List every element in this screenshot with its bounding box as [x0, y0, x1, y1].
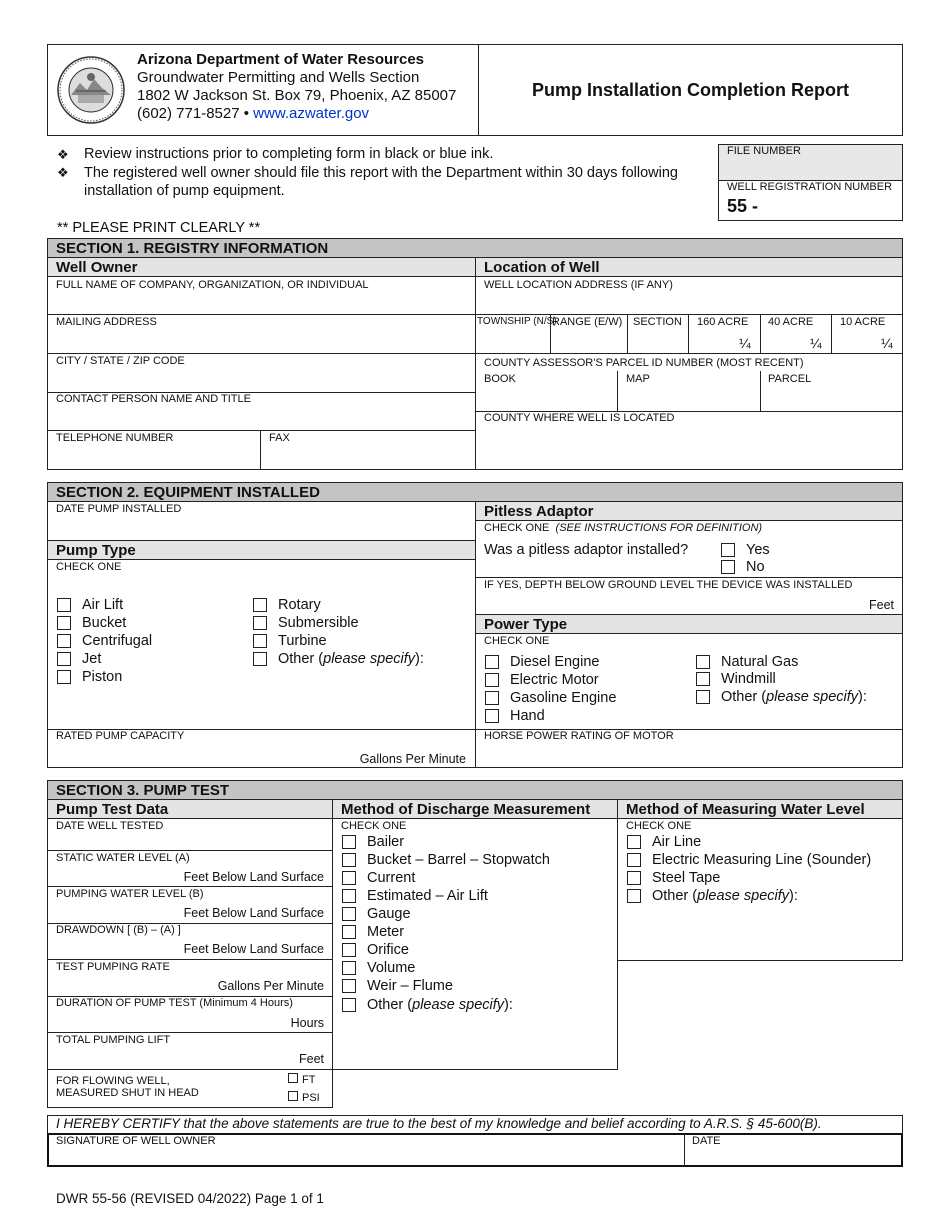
section1-header: SECTION 1. REGISTRY INFORMATION	[47, 238, 903, 258]
rule	[475, 353, 903, 354]
other-prefix: Other (	[367, 997, 413, 1013]
checkbox[interactable]	[485, 655, 499, 669]
option-label: Diesel Engine	[510, 654, 600, 670]
power-type-check-one: CHECK ONE	[484, 635, 550, 647]
test-rate-unit: Gallons Per Minute	[217, 979, 324, 993]
pump-type-centrifugal[interactable]	[57, 633, 152, 649]
acre160-label: 160 ACRE	[697, 316, 749, 328]
well-reg-label: WELL REGISTRATION NUMBER	[727, 181, 893, 193]
fax-label: FAX	[269, 432, 290, 444]
other-prefix: Other (	[721, 689, 767, 705]
pitless-check-label: CHECK ONE	[484, 522, 550, 534]
option-label: Air Line	[652, 834, 702, 850]
city-state-zip-label: CITY / STATE / ZIP CODE	[56, 355, 185, 367]
rule	[475, 520, 903, 521]
rule	[475, 577, 903, 578]
township-label: TOWNSHIP (N/S)	[477, 316, 557, 327]
checkbox[interactable]	[342, 925, 356, 939]
checkbox[interactable]	[485, 709, 499, 723]
pump-type-turbine[interactable]	[253, 633, 327, 649]
pump-type-bucket[interactable]	[57, 615, 126, 631]
checkbox[interactable]	[342, 889, 356, 903]
discharge-bucket[interactable]	[342, 852, 550, 868]
option-label: Air Lift	[82, 597, 124, 613]
checkbox[interactable]	[57, 634, 71, 648]
rule	[684, 1133, 685, 1167]
pump-test-data-header: Pump Test Data	[47, 799, 333, 819]
duration-label: DURATION OF PUMP TEST (Minimum 4 Hours)	[56, 997, 293, 1009]
rule	[617, 371, 618, 411]
certify-statement: I HEREBY CERTIFY that the above statements are true to the best of my knowledge and belief according to A.R.S. § 45-600(B).	[56, 1116, 822, 1131]
checkbox[interactable]	[485, 691, 499, 705]
form-title: Pump Installation Completion Report	[531, 80, 849, 100]
power-type-header: Power Type	[475, 614, 903, 634]
option-label: Piston	[82, 669, 123, 685]
instruction-bullet: ❖	[57, 165, 69, 180]
section1-divider	[475, 257, 476, 470]
file-number-label: FILE NUMBER	[727, 145, 801, 157]
duration-unit: Hours	[290, 1016, 324, 1030]
rated-capacity-label: RATED PUMP CAPACITY	[56, 730, 185, 742]
well-address-label: WELL LOCATION ADDRESS (IF ANY)	[484, 279, 673, 291]
other-suffix: ):	[858, 689, 867, 705]
power-hand[interactable]	[485, 708, 545, 724]
contact-person-label: CONTACT PERSON NAME AND TITLE	[56, 393, 251, 405]
discharge-current[interactable]	[342, 870, 415, 886]
rule	[47, 886, 333, 887]
checkbox[interactable]	[57, 652, 71, 666]
checkbox[interactable]	[57, 598, 71, 612]
checkbox[interactable]	[721, 560, 735, 574]
rule	[760, 371, 761, 411]
agency-contact	[137, 105, 369, 122]
agency-section: Groundwater Permitting and Wells Section	[137, 69, 420, 86]
option-label: Steel Tape	[652, 870, 721, 886]
rule	[260, 430, 261, 470]
other-italic: please specify	[323, 651, 416, 667]
level-check-one: CHECK ONE	[626, 820, 692, 832]
acre40-quarter: ¼	[810, 335, 822, 351]
hp-rating-label: HORSE POWER RATING OF MOTOR	[484, 730, 674, 742]
option-label: Natural Gas	[721, 654, 799, 670]
date-tested-label: DATE WELL TESTED	[56, 820, 164, 832]
option-label: Submersible	[278, 615, 359, 631]
checkbox[interactable]	[485, 673, 499, 687]
checkbox[interactable]	[253, 598, 267, 612]
other-prefix: Other (	[278, 651, 324, 667]
rule	[47, 314, 475, 315]
checkbox[interactable]	[253, 652, 267, 666]
level-electric[interactable]	[627, 852, 871, 868]
well-owner-header: Well Owner	[47, 257, 476, 277]
level-other[interactable]	[627, 888, 798, 904]
checkbox[interactable]	[342, 998, 356, 1012]
pump-type-other[interactable]	[253, 651, 424, 667]
discharge-check-one: CHECK ONE	[341, 820, 407, 832]
rule	[627, 314, 628, 353]
rule	[688, 633, 903, 634]
other-italic: please specify	[697, 888, 790, 904]
option-label: Orifice	[367, 942, 409, 958]
instruction-2: The registered well owner should file this report with the Department within 30 days following installation of pump equipment.	[84, 165, 678, 199]
checkbox[interactable]	[696, 655, 710, 669]
print-note: ** PLEASE PRINT CLEARLY **	[57, 220, 261, 236]
psi-option[interactable]	[288, 1091, 320, 1104]
pitless-yes[interactable]	[721, 542, 770, 558]
section3-header: SECTION 3. PUMP TEST	[47, 780, 903, 800]
option-label: Bucket	[82, 615, 127, 631]
date-installed-label: DATE PUMP INSTALLED	[56, 503, 182, 515]
static-level-label: STATIC WATER LEVEL (A)	[56, 852, 190, 864]
option-label: FT	[302, 1074, 316, 1086]
map-label: MAP	[626, 373, 650, 385]
discharge-method-header: Method of Discharge Measurement	[332, 799, 618, 819]
telephone-label: TELEPHONE NUMBER	[56, 432, 174, 444]
parcel-label: PARCEL	[768, 373, 812, 385]
option-label: Bucket – Barrel – Stopwatch	[367, 852, 550, 868]
rule	[47, 353, 475, 354]
checkbox[interactable]	[627, 835, 641, 849]
acre10-quarter: ¼	[881, 335, 893, 351]
acre160-quarter: ¼	[739, 335, 751, 351]
rule	[688, 314, 689, 353]
pumping-level-label: PUMPING WATER LEVEL (B)	[56, 888, 204, 900]
pump-type-rotary[interactable]	[253, 597, 321, 613]
ft-option[interactable]	[288, 1073, 315, 1086]
checkbox[interactable]	[57, 616, 71, 630]
checkbox[interactable]	[342, 979, 356, 993]
other-italic: please specify	[766, 689, 859, 705]
checkbox[interactable]	[627, 853, 641, 867]
option-label: No	[746, 559, 765, 575]
checkbox[interactable]	[342, 835, 356, 849]
well-reg-prefix: 55 -	[727, 196, 759, 216]
acre40-label: 40 ACRE	[768, 316, 814, 328]
checkbox[interactable]	[342, 871, 356, 885]
checkbox[interactable]	[288, 1073, 298, 1083]
drawdown-label: DRAWDOWN [ (B) – (A) ]	[56, 924, 181, 936]
checkbox[interactable]	[253, 616, 267, 630]
checkbox[interactable]	[288, 1091, 298, 1101]
discharge-volume[interactable]	[342, 960, 415, 976]
book-label: BOOK	[484, 373, 516, 385]
agency-address: 1802 W Jackson St. Box 79, Phoenix, AZ 85007	[137, 87, 457, 104]
depth-unit: Feet	[868, 598, 894, 612]
option-label: Turbine	[278, 633, 327, 649]
power-gasoline[interactable]	[485, 690, 616, 706]
option-label: Centrifugal	[82, 633, 153, 649]
instruction-bullet: ❖	[57, 147, 69, 162]
rule	[831, 314, 832, 353]
level-air-line[interactable]	[627, 834, 701, 850]
discharge-estimated[interactable]	[342, 888, 488, 904]
power-other[interactable]	[696, 689, 867, 705]
rule	[47, 1069, 333, 1070]
checkbox[interactable]	[696, 672, 710, 686]
option-label: Gauge	[367, 906, 411, 922]
option-label: Yes	[746, 542, 770, 558]
other-suffix: ):	[789, 888, 798, 904]
checkbox[interactable]	[627, 871, 641, 885]
checkbox[interactable]	[342, 853, 356, 867]
agency-website-link[interactable]: www.azwater.gov	[253, 105, 370, 122]
section2-header: SECTION 2. EQUIPMENT INSTALLED	[47, 482, 903, 502]
mailing-address-label: MAILING ADDRESS	[56, 316, 157, 328]
pump-type-jet[interactable]	[57, 651, 101, 667]
drawdown-unit: Feet Below Land Surface	[183, 942, 324, 956]
other-italic: please specify	[412, 997, 505, 1013]
form-footer: DWR 55-56 (REVISED 04/2022) Page 1 of 1	[56, 1191, 324, 1206]
discharge-orifice[interactable]	[342, 942, 409, 958]
power-natural-gas[interactable]	[696, 654, 798, 670]
depth-label: IF YES, DEPTH BELOW GROUND LEVEL THE DEVICE WAS INSTALLED	[484, 579, 853, 591]
pitless-check-one	[484, 522, 762, 534]
pump-type-air-lift[interactable]	[57, 597, 123, 613]
discharge-weir[interactable]	[342, 978, 453, 994]
rated-capacity-unit: Gallons Per Minute	[359, 752, 466, 766]
rule	[47, 850, 333, 851]
power-windmill[interactable]	[696, 671, 776, 687]
option-label: Electric Measuring Line (Sounder)	[652, 852, 872, 868]
option-label: PSI	[302, 1092, 320, 1104]
signature-label: SIGNATURE OF WELL OWNER	[56, 1135, 216, 1147]
pitless-see-note: (SEE INSTRUCTIONS FOR DEFINITION)	[555, 522, 763, 534]
flowing-well-label: FOR FLOWING WELL,	[56, 1075, 170, 1087]
rule	[47, 959, 333, 960]
other-suffix: ):	[415, 651, 424, 667]
checkbox[interactable]	[342, 961, 356, 975]
pump-type-header: Pump Type	[47, 540, 476, 560]
option-label: Electric Motor	[510, 672, 599, 688]
option-label: Bailer	[367, 834, 405, 850]
power-electric[interactable]	[485, 672, 599, 688]
date-label: DATE	[692, 1135, 721, 1147]
agency-phone: (602) 771-8527 •	[137, 105, 249, 122]
agency-name: Arizona Department of Water Resources	[137, 51, 425, 68]
option-label: Jet	[82, 651, 102, 667]
option-label: Hand	[510, 708, 545, 724]
checkbox[interactable]	[696, 690, 710, 704]
rule	[760, 314, 761, 353]
discharge-meter[interactable]	[342, 924, 404, 940]
rule	[475, 314, 903, 315]
level-steel-tape[interactable]	[627, 870, 720, 886]
pitless-question: Was a pitless adaptor installed?	[484, 542, 689, 558]
option-label: Windmill	[721, 671, 776, 687]
other-suffix: ):	[504, 997, 513, 1013]
option-label: Current	[367, 870, 416, 886]
rule	[47, 430, 475, 431]
state-seal-logo	[56, 55, 126, 125]
county-label: COUNTY WHERE WELL IS LOCATED	[484, 412, 675, 424]
discharge-bailer[interactable]	[342, 834, 404, 850]
instruction-1: Review instructions prior to completing form in black or blue ink.	[84, 146, 494, 162]
location-header: Location of Well	[475, 257, 903, 277]
other-prefix: Other (	[652, 888, 698, 904]
checkbox[interactable]	[627, 889, 641, 903]
checkbox[interactable]	[721, 543, 735, 557]
option-label: Meter	[367, 924, 405, 940]
total-lift-label: TOTAL PUMPING LIFT	[56, 1034, 171, 1046]
test-rate-label: TEST PUMPING RATE	[56, 961, 170, 973]
pitless-header: Pitless Adaptor	[475, 501, 903, 521]
water-level-method-header: Method of Measuring Water Level	[617, 799, 903, 819]
checkbox[interactable]	[342, 943, 356, 957]
option-label: Volume	[367, 960, 416, 976]
discharge-gauge[interactable]	[342, 906, 411, 922]
pumping-level-unit: Feet Below Land Surface	[183, 906, 324, 920]
pump-type-check-one: CHECK ONE	[56, 561, 122, 573]
option-label: Estimated – Air Lift	[367, 888, 488, 904]
pump-type-submersible[interactable]	[253, 615, 359, 631]
pump-type-piston[interactable]	[57, 669, 122, 685]
rule	[47, 1032, 333, 1033]
shut-in-head-label: MEASURED SHUT IN HEAD	[56, 1087, 199, 1099]
total-lift-unit: Feet	[298, 1052, 324, 1066]
range-label: RANGE (E/W)	[552, 316, 623, 328]
option-label: Rotary	[278, 597, 321, 613]
power-diesel[interactable]	[485, 654, 599, 670]
discharge-other[interactable]	[342, 997, 513, 1013]
option-label: Gasoline Engine	[510, 690, 617, 706]
acre10-label: 10 ACRE	[840, 316, 886, 328]
section-label: SECTION	[633, 316, 682, 328]
pitless-no[interactable]	[721, 559, 765, 575]
checkbox[interactable]	[57, 670, 71, 684]
rule	[550, 314, 551, 353]
static-level-unit: Feet Below Land Surface	[183, 870, 324, 884]
checkbox[interactable]	[342, 907, 356, 921]
full-name-label: FULL NAME OF COMPANY, ORGANIZATION, OR INDIVIDUAL	[56, 279, 369, 291]
checkbox[interactable]	[253, 634, 267, 648]
parcel-id-label: COUNTY ASSESSOR'S PARCEL ID NUMBER (MOST RECENT)	[484, 357, 804, 369]
option-label: Weir – Flume	[367, 978, 453, 994]
